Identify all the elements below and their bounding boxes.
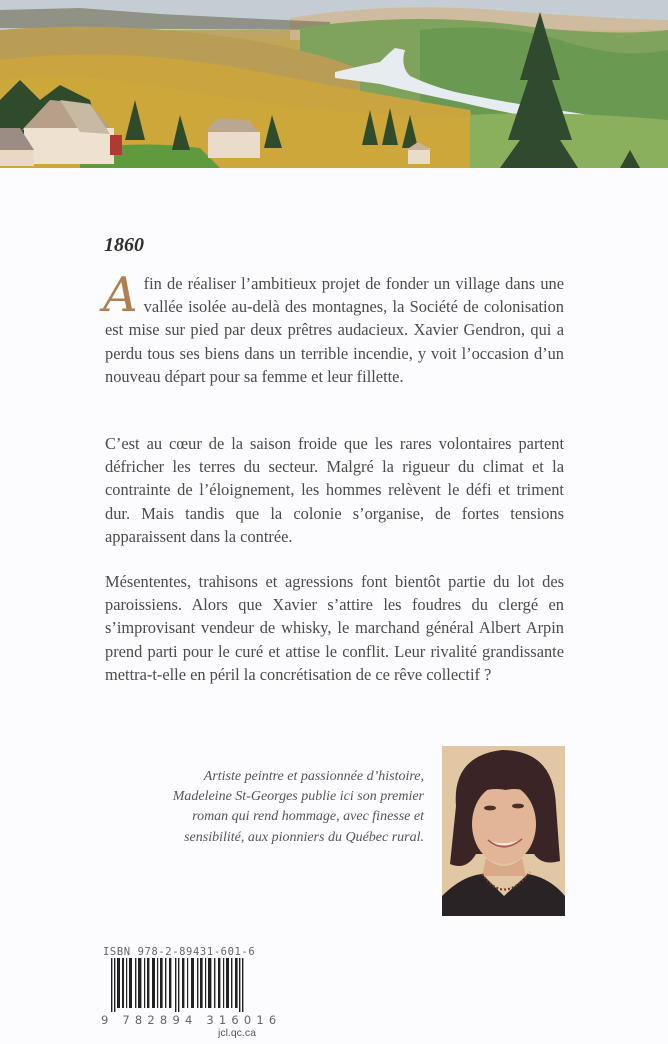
author-bio: Artiste peintre et passionnée d’histoire, Madeleine St-Georges publie ici son premier roman qui rend hommage, avec finesse et sensibilité, aux pionniers du Québec rural. <box>172 769 424 845</box>
blurb-paragraph-3: Mésententes, trahisons et agressions font bientôt partie du lot des paroissiens. Alors que Xavier s’attire les foudres du clergé en s’improvisant vendeur de whisky, le marchand général Albert Arpin prend parti pour le curé et attise le conflit. Leur rivalité grandissante mettra-t-elle en péril la concrétisation de ce rêve collectif ? <box>105 572 564 684</box>
author-photo <box>442 746 565 916</box>
publisher-website: jcl.qc.ca <box>218 1027 256 1039</box>
ornamental-dropcap: A <box>103 267 138 323</box>
author-portrait-image <box>442 746 565 916</box>
blurb-paragraph-1 <box>103 267 564 388</box>
barcode-digits: 9 782894 316016 <box>101 1013 282 1027</box>
cover-painting <box>0 0 668 168</box>
landscape-illustration <box>0 0 668 168</box>
blurb-paragraph-2: C’est au cœur de la saison froide que les rares volontaires partent défricher les terres du secteur. Malgré la rigueur du climat et la contrainte de l’éloignement, les hommes relèvent le défi et triment dur. Mais tandis que la colonie s’organise, de fortes tensions apparaissent dans la contrée. <box>105 434 564 546</box>
year-heading: 1860 <box>104 234 144 256</box>
paragraph-text: fin de réaliser l’ambitieux projet de fonder un village dans une vallée isolée au-delà des montagnes, la Société de colonisation est mise sur pied par deux prêtres audacieux. Xavier Gendron, qui a perdu tous ses biens dans un terrible incendie, y voit l’occasion d’un nouveau départ pour sa femme et leur fillette. <box>105 274 564 386</box>
barcode-image <box>111 958 273 1012</box>
isbn-label: ISBN 978-2-89431-601-6 <box>103 946 256 958</box>
